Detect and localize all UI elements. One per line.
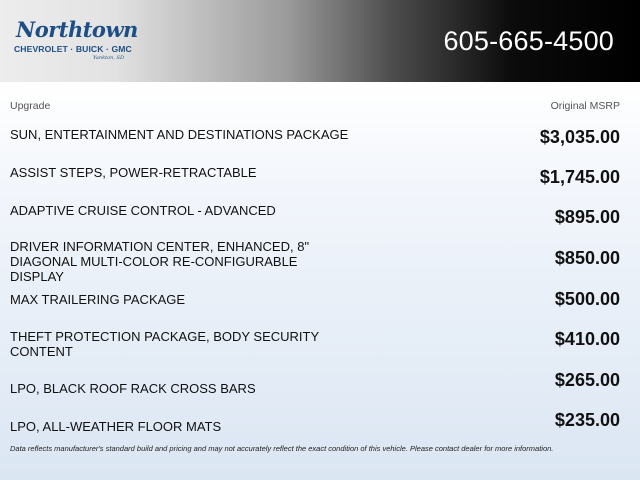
header-banner — [0, 0, 640, 82]
column-header-msrp: Original MSRP — [550, 100, 620, 112]
upgrade-name: LPO, BLACK ROOF RACK CROSS BARS — [10, 381, 256, 396]
dealer-phone[interactable]: 605-665-4500 — [443, 26, 614, 56]
upgrade-price: $895.00 — [554, 207, 620, 227]
upgrade-price: $500.00 — [554, 289, 620, 309]
upgrade-name: MAX TRAILERING PACKAGE — [10, 292, 186, 307]
dealer-logo — [14, 17, 138, 64]
upgrade-price: $3,035.00 — [539, 127, 620, 147]
column-header-upgrade: Upgrade — [10, 100, 51, 112]
upgrade-price: $410.00 — [554, 329, 620, 349]
upgrade-price: $235.00 — [554, 410, 620, 430]
upgrade-name: ASSIST STEPS, POWER-RETRACTABLE — [10, 165, 257, 180]
upgrade-price: $1,745.00 — [539, 167, 620, 187]
logo-name: Northtown — [16, 17, 138, 42]
upgrade-name: DRIVER INFORMATION CENTER, ENHANCED, 8" DIAGONAL MULTI-COLOR RE-CONFIGURABLE DISPLAY — [10, 239, 310, 284]
upgrade-price: $850.00 — [554, 248, 620, 268]
logo-brands: CHEVROLET · BUICK · GMC — [14, 44, 132, 54]
disclaimer-text: Data reflects manufacturer's standard build and pricing and may not accurately reflect the exact condition of this vehicle. Please contact dealer for more information. — [10, 444, 554, 453]
logo-city: Yankton, SD — [93, 55, 124, 61]
upgrade-name: THEFT PROTECTION PACKAGE, BODY SECURITY CONTENT — [10, 329, 319, 359]
upgrade-name: LPO, ALL-WEATHER FLOOR MATS — [10, 419, 222, 434]
upgrade-price: $265.00 — [554, 370, 620, 390]
upgrade-name: SUN, ENTERTAINMENT AND DESTINATIONS PACKAGE — [10, 127, 349, 142]
upgrade-name: ADAPTIVE CRUISE CONTROL - ADVANCED — [10, 203, 276, 218]
